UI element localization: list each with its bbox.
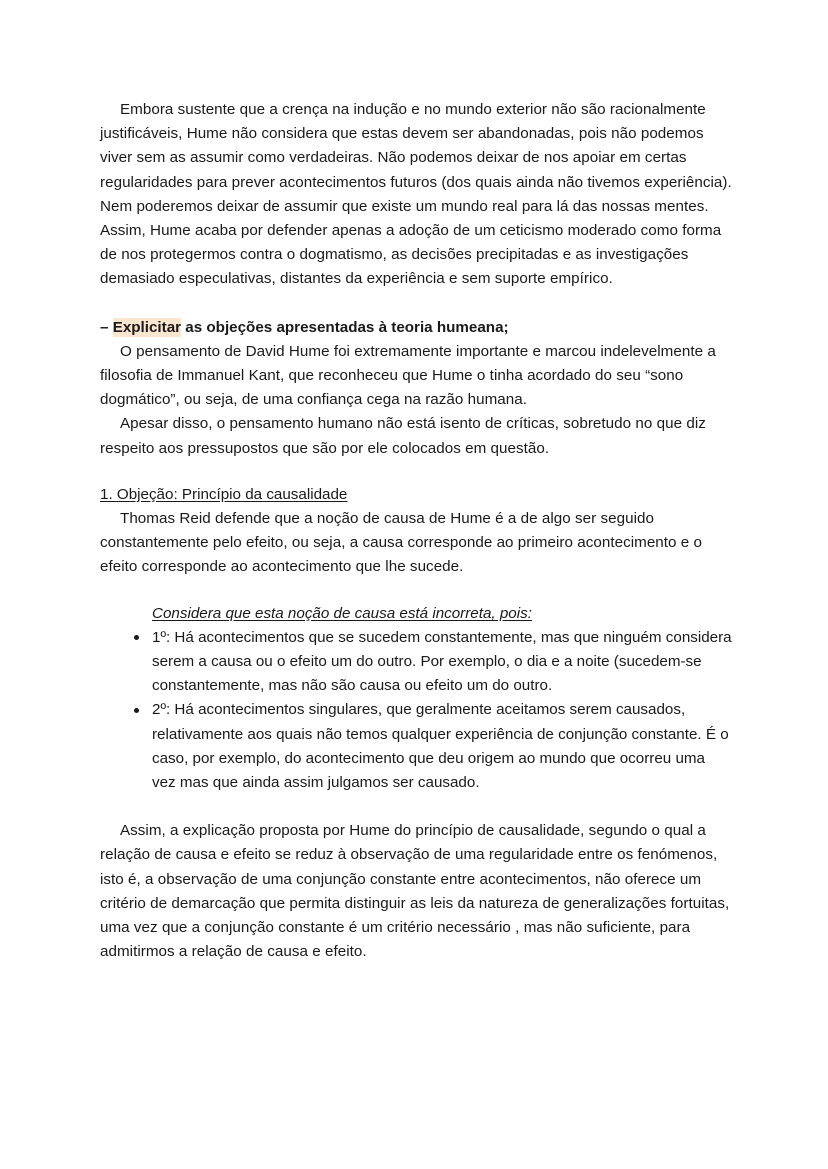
spacer <box>100 795 732 819</box>
paragraph-kant-sono-dogmatico: O pensamento de David Hume foi extremamente importante e marcou indelevelmente a filosofia de Immanuel Kant, que reconheceu que Hume o tinha acordado do seu “sono dogmático”, ou seja, de uma confiança cega na razão humana. <box>100 342 716 409</box>
paragraph-criticas-pressupostos: Apesar disso, o pensamento humano não está isento de críticas, sobretudo no que diz respeito aos pressupostos que são por ele colocados em questão. <box>100 415 706 457</box>
paragraph-thomas-reid: Thomas Reid defende que a noção de causa de Hume é a de algo ser seguido constantemente pelo efeito, ou seja, a causa corresponde ao primeiro acontecimento e o efeito corresponde ao acontecimento que lhe sucede. <box>100 510 703 576</box>
bullet-dot-icon <box>134 708 139 713</box>
highlighted-term-explicitar: Explicitar <box>112 318 182 336</box>
bullet-dot-icon <box>134 635 139 640</box>
list-item <box>100 698 732 795</box>
task-prompt-heading <box>100 316 732 340</box>
task-prompt-rest: as objeções apresentadas à teoria humeana; <box>181 318 509 336</box>
em-dash-marker: – <box>100 318 109 336</box>
lead-in-considera-nocao: Considera que esta noção de causa está incorreta, pois: <box>152 604 532 622</box>
objection-1-heading: 1. Objeção: Princípio da causalidade <box>100 485 348 503</box>
paragraph-hume-ceticismo-moderado: Embora sustente que a crença na indução e no mundo exterior não são racionalmente justificáveis, Hume não considera que estas devem ser abandonadas, pois não podemos viver sem as assumir como verdadeiras. Não podemos deixar de nos apoiar em certas regularidades para prever acontecimentos futuros (dos quais ainda não tivemos experiência). Nem poderemos deixar de assumir que existe um mundo real para lá das nossas mentes. Assim, Hume acaba por defender apenas a adoção de um ceticismo moderado como forma de nos protegermos contra o dogmatismo, as decisões precipitadas e as investigações demasiado especulativas, distantes da experiência e sem suporte empírico. <box>100 101 732 288</box>
spacer <box>100 292 732 316</box>
objection-arguments-list <box>100 626 732 795</box>
list-item-text: 2º: Há acontecimentos singulares, que geralmente aceitamos serem causados, relativamente aos quais não temos qualquer experiência de conjunção constante. É o caso, por exemplo, do acontecimento que deu origem ao mundo que ocorreu uma vez mas que ainda assim julgamos ser causado. <box>152 701 729 792</box>
spacer <box>100 580 732 602</box>
list-item-text: 1º: Há acontecimentos que se sucedem constantemente, mas que ninguém considera serem a causa ou o efeito um do outro. Por exemplo, o dia e a noite (sucedem-se constantemente, mas não são causa ou efeito um do outro. <box>152 628 732 695</box>
spacer <box>100 461 732 483</box>
list-item <box>100 626 732 699</box>
paragraph-conclusao-causalidade: Assim, a explicação proposta por Hume do princípio de causalidade, segundo o qual a relação de causa e efeito se reduz à observação de uma regularidade entre os fenómenos, isto é, a observação de uma conjunção constante entre acontecimentos, não oferece um critério de demarcação que permita distinguir as leis da natureza de generalizações fortuitas, uma vez que a conjunção constante é um critério necessário , mas não suficiente, para admitirmos a relação de causa e efeito. <box>100 822 730 961</box>
document-body <box>100 98 732 965</box>
